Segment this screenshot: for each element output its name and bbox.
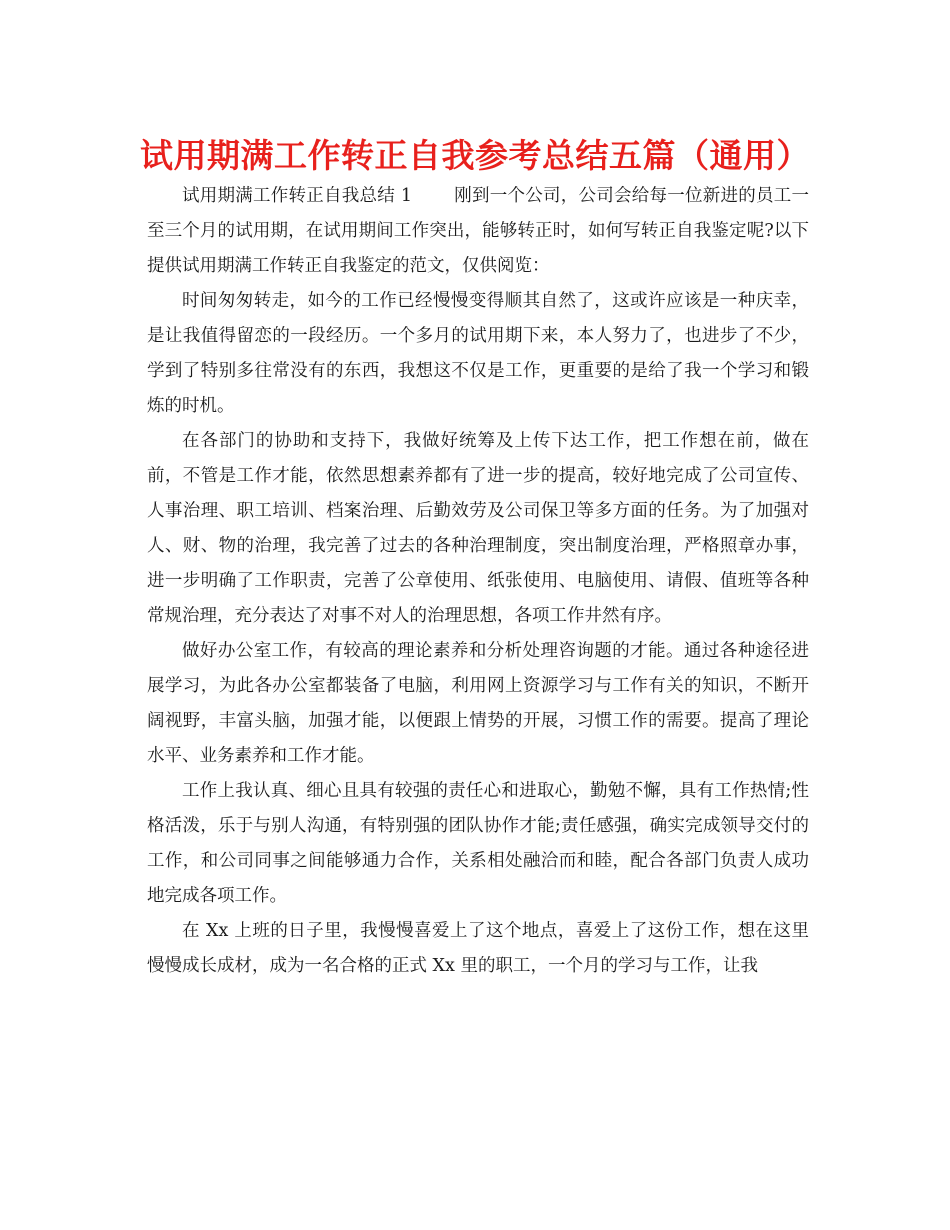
paragraph-intro <box>147 179 809 284</box>
document-body <box>147 179 809 984</box>
paragraph: 时间匆匆转走，如今的工作已经慢慢变得顺其自然了，这或许应该是一种庆幸，是让我值得留恋的一段经历。一个多月的试用期下来，本人努力了，也进步了不少，学到了特别多往常没有的东西，我想这不仅是工作，更重要的是给了我一个学习和锻炼的时机。 <box>147 291 809 416</box>
paragraph: 在 Xx 上班的日子里，我慢慢喜爱上了这个地点，喜爱上了这份工作，想在这里慢慢成长成材，成为一名合格的正式 Xx 里的职工，一个月的学习与工作，让我 <box>147 921 809 976</box>
paragraph: 工作上我认真、细心且具有较强的责任心和进取心，勤勉不懈，具有工作热情;性格活泼，乐于与别人沟通，有特别强的团队协作才能;责任感强，确实完成领导交付的工作，和公司同事之间能够通力合作，关系相处融洽而和睦，配合各部门负责人成功地完成各项工作。 <box>147 781 809 906</box>
document-title: 试用期满工作转正自我参考总结五篇（通用） <box>140 136 810 175</box>
paragraph-intro-text: 刚到一个公司，公司会给每一位新进的员工一至三个月的试用期，在试用期间工作突出，能够转正时，如何写转正自我鉴定呢?以下提供试用期满工作转正自我鉴定的范文，仅供阅览： <box>147 186 809 276</box>
lead-heading: 试用期满工作转正自我总结 1 <box>182 186 412 206</box>
paragraph: 做好办公室工作，有较高的理论素养和分析处理咨询题的才能。通过各种途径进展学习，为此各办公室都装备了电脑，利用网上资源学习与工作有关的知识，不断开阔视野，丰富头脑，加强才能，以便跟上情势的开展，习惯工作的需要。提高了理论水平、业务素养和工作才能。 <box>147 641 809 766</box>
paragraph: 在各部门的协助和支持下，我做好统筹及上传下达工作，把工作想在前，做在前，不管是工作才能，依然思想素养都有了进一步的提高，较好地完成了公司宣传、人事治理、职工培训、档案治理、后勤效劳及公司保卫等多方面的任务。为了加强对人、财、物的治理，我完善了过去的各种治理制度，突出制度治理，严格照章办事，进一步明确了工作职责，完善了公章使用、纸张使用、电脑使用、请假、值班等各种常规治理，充分表达了对事不对人的治理思想，各项工作井然有序。 <box>147 431 809 626</box>
